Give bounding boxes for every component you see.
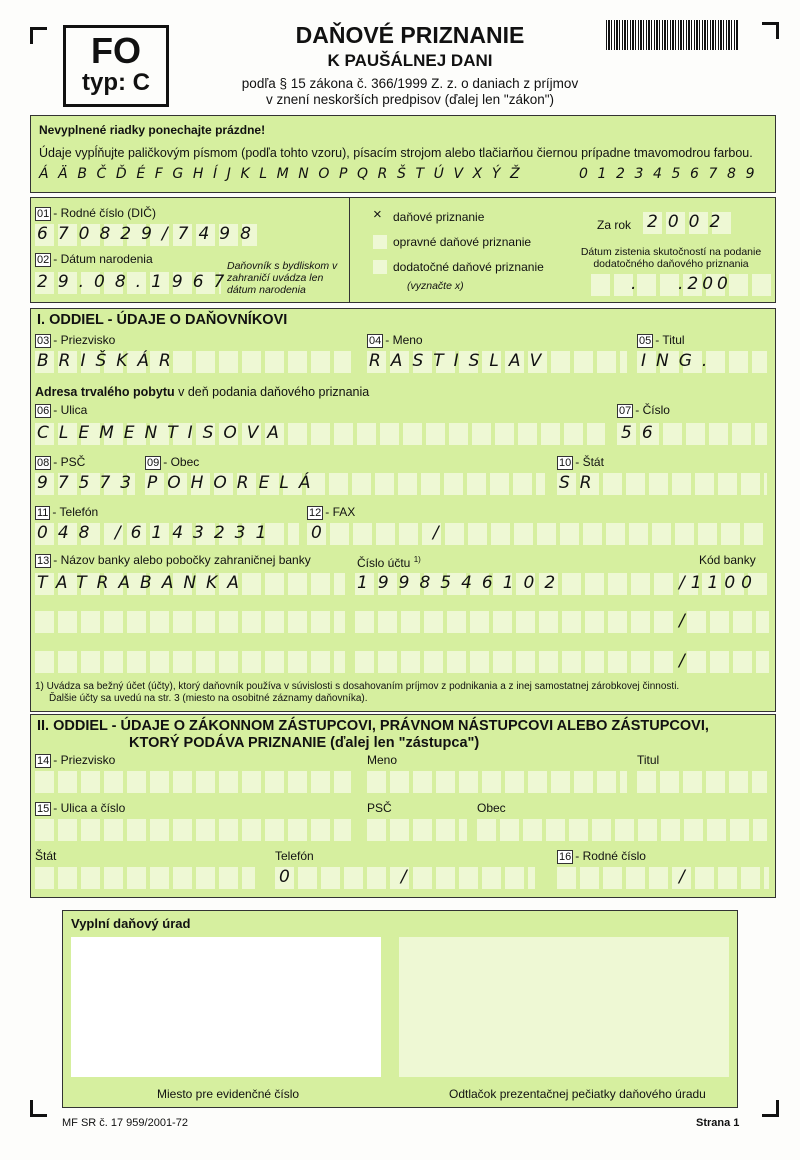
field-03-caption: - Priezvisko — [53, 333, 116, 347]
legal-line-1: podľa § 15 zákona č. 366/1999 Z. z. o daniach z príjmov — [241, 76, 579, 91]
field-14-number: 14 — [37, 755, 50, 767]
section-2-title-line-2: KTORÝ PODÁVA PRIZNANIE (ďalej len "zástupca") — [129, 735, 480, 751]
address-heading — [35, 385, 369, 399]
field-02-caption: - Dátum narodenia — [53, 252, 153, 266]
bank-name-input-1[interactable]: TATRABANKA — [37, 573, 249, 593]
rep-zip-input[interactable] — [367, 819, 467, 841]
rep-city-input[interactable] — [477, 819, 767, 841]
field-11-caption: - Telefón — [52, 505, 99, 519]
bank-code-slash-3[interactable]: / — [679, 651, 695, 671]
field-01-label — [35, 206, 156, 221]
corner-mark-bl — [30, 1100, 47, 1117]
field-14-label — [35, 753, 115, 768]
rep-birth-number-cells — [557, 867, 769, 889]
section-2 — [30, 714, 776, 898]
field-06-input[interactable]: CLEMENTISOVA — [37, 423, 289, 443]
field-16-label — [557, 849, 646, 864]
rep-birth-number-input[interactable]: / — [679, 867, 695, 887]
identification-section — [30, 197, 776, 303]
field-03-number: 03 — [37, 335, 50, 347]
section-1 — [30, 308, 776, 712]
form-title: DAŇOVÉ PRIZNANIE — [295, 22, 525, 48]
field-05-input[interactable]: ING. — [641, 351, 718, 371]
field-02-label — [35, 252, 153, 267]
field-03-input[interactable]: BRIŠKÁR — [37, 351, 181, 371]
field-05-caption: - Titul — [655, 333, 685, 347]
field-07-input[interactable]: 56 — [621, 423, 663, 443]
rep-phone-label: Telefón — [275, 849, 314, 863]
field-12-label — [307, 505, 355, 520]
field-01-caption: - Rodné číslo (DIČ) — [53, 206, 156, 220]
barcode-icon — [606, 20, 738, 50]
field-08-number: 08 — [37, 457, 50, 469]
checkbox-supplementary[interactable] — [373, 260, 387, 274]
rep-country-label: Štát — [35, 849, 57, 863]
bank-name-cells-3 — [35, 651, 345, 673]
field-06-caption: - Ulica — [53, 403, 88, 417]
corner-mark-br — [762, 1100, 779, 1117]
sample-digits: 0123456789 — [579, 166, 765, 182]
field-15-label — [35, 801, 125, 816]
checkbox-supplementary-label: dodatočné daňové priznanie — [393, 260, 544, 274]
form-code: FO — [91, 30, 141, 71]
instructions-text: Údaje vypĺňujte paličkovým písmom (podľa tohto vzoru), písacím strojom alebo tlačiarňou čiernou prípadne tmavomodrou farbou. — [39, 146, 753, 160]
field-04-label — [367, 333, 423, 348]
address-heading-bold: Adresa trvalého pobytu — [35, 385, 175, 399]
field-10-caption: - Štát — [575, 455, 604, 469]
field-10-label — [557, 455, 604, 470]
field-12-number: 12 — [309, 507, 322, 519]
field-11-input[interactable]: 048 /6143231 — [37, 523, 277, 543]
field-09-label — [145, 455, 199, 470]
field-05-number: 05 — [639, 335, 652, 347]
field-08-label — [35, 455, 85, 470]
bank-name-cells-2 — [35, 611, 345, 633]
field-15-caption: - Ulica a číslo — [53, 801, 126, 815]
field-01-number: 01 — [37, 208, 50, 220]
legal-line-2: v znení neskorších predpisov (ďalej len "zákon") — [265, 92, 555, 107]
account-label — [357, 553, 421, 570]
registration-number-label: Miesto pre evidenčné číslo — [157, 1087, 300, 1101]
rep-first-name-input[interactable] — [367, 771, 627, 793]
bank-code-label: Kód banky — [699, 553, 756, 567]
account-input-1[interactable]: 1998546102 — [357, 573, 566, 593]
section-1-title: I. ODDIEL - ÚDAJE O DAŇOVNÍKOVI — [37, 312, 288, 328]
bank-code-cells-2 — [687, 611, 769, 633]
account-cells-2 — [355, 611, 675, 633]
field-08-caption: - PSČ — [53, 455, 86, 469]
field-10-number: 10 — [559, 457, 572, 469]
field-11-label — [35, 505, 98, 520]
field-04-number: 04 — [369, 335, 382, 347]
account-cells-3 — [355, 651, 675, 673]
field-06-number: 06 — [37, 405, 50, 417]
rep-title-label: Titul — [637, 753, 660, 767]
checkbox-tax-return-mark[interactable]: × — [373, 206, 382, 223]
field-12-caption: - FAX — [325, 505, 356, 519]
form-type-box — [63, 25, 169, 107]
account-footnote-ref: 1) — [413, 555, 421, 564]
field-13-number: 13 — [37, 555, 50, 567]
rep-country-input[interactable] — [35, 867, 255, 889]
field-08-input[interactable]: 97573 — [37, 473, 142, 493]
instructions-title: Nevyplnené riadky ponechajte prázdne! — [39, 123, 266, 137]
field-02-input[interactable]: 29.08.1967 — [37, 272, 235, 292]
field-15-number: 15 — [37, 803, 50, 815]
field-13-label — [35, 553, 311, 568]
field-09-number: 09 — [147, 457, 160, 469]
rep-first-name-label: Meno — [367, 753, 398, 767]
instructions-section — [30, 115, 776, 193]
tax-office-title: Vyplní daňový úrad — [71, 916, 191, 931]
field-16-caption: - Rodné číslo — [575, 849, 646, 863]
field-16-number: 16 — [559, 851, 572, 863]
footer-form-code: MF SR č. 17 959/2001-72 — [62, 1117, 188, 1129]
rep-street-input[interactable] — [35, 819, 351, 841]
rep-title-input[interactable] — [637, 771, 767, 793]
corner-mark-tl — [30, 27, 47, 44]
field-01-input[interactable]: 670829/7498 — [37, 224, 261, 244]
sample-letters: ÁÄBČĎÉFGHÍJKLMNOPQRŠTÚVXÝŽ — [39, 166, 530, 182]
bank-footnote — [35, 681, 769, 705]
field-07-label — [617, 403, 670, 418]
bank-footnote-line-1: 1) Uvádza sa bežný účet (účty), ktorý daňovník používa v súvislosti s dosahovaním príjmov z podnikania a z inej samostatnej zárobkovej činnosti. — [35, 681, 680, 692]
rep-zip-label: PSČ — [367, 801, 392, 815]
bank-footnote-line-2: Ďalšie účty sa uvedú na str. 3 (miesto na osobitné záznamy daňovníka). — [49, 693, 368, 704]
field-11-number: 11 — [37, 507, 49, 519]
field-14-caption: - Priezvisko — [53, 753, 116, 767]
field-12-input[interactable]: 0 / — [311, 523, 453, 543]
form-legal-basis — [220, 76, 600, 108]
field-03-label — [35, 333, 115, 348]
divider — [349, 198, 350, 302]
form-type: typ: C — [82, 69, 150, 96]
detection-date-label: Dátum zistenia skutočností na podanie dodatočného daňového priznania — [580, 246, 762, 270]
detection-date-input[interactable]: . .200 — [631, 274, 732, 294]
field-05-label — [637, 333, 685, 348]
foreign-resident-note: Daňovník s bydliskom v zahraničí uvádza len dátum narodenia — [227, 260, 338, 296]
year-label: Za rok — [597, 218, 632, 232]
rep-city-label: Obec — [477, 801, 506, 815]
field-07-caption: - Číslo — [635, 403, 670, 417]
rep-surname-input[interactable] — [35, 771, 351, 793]
address-heading-rest: v deň podania daňového priznania — [178, 385, 370, 399]
checkbox-tax-return-label: daňové priznanie — [393, 210, 485, 224]
field-13-caption: - Názov banky alebo pobočky zahraničnej banky — [53, 553, 311, 567]
corner-mark-tr — [762, 22, 779, 39]
section-2-title-line-1: II. ODDIEL - ÚDAJE O ZÁKONNOM ZÁSTUPCOVI, PRÁVNOM NÁSTUPCOVI ALEBO ZÁSTUPCOVI, — [37, 718, 709, 734]
bank-code-input-1[interactable]: /1100 — [679, 573, 758, 593]
rep-phone-input[interactable]: 0 / — [279, 867, 421, 887]
page-number: Strana 1 — [696, 1117, 740, 1129]
field-09-input[interactable]: POHORELÁ — [147, 473, 321, 493]
field-09-caption: - Obec — [163, 455, 200, 469]
checkbox-corrective[interactable] — [373, 235, 387, 249]
checkbox-hint: (vyznačte x) — [407, 280, 464, 292]
tax-office-section — [62, 910, 738, 1108]
checkbox-corrective-label: opravné daňové priznanie — [393, 235, 532, 249]
field-04-caption: - Meno — [385, 333, 423, 347]
form-subtitle: K PAUŠÁLNEJ DANI — [327, 51, 493, 70]
bank-code-slash-2[interactable]: / — [679, 611, 695, 631]
account-label-text: Číslo účtu — [357, 556, 411, 570]
field-04-input[interactable]: RASTISLAV — [369, 351, 552, 371]
field-06-label — [35, 403, 87, 418]
field-07-number: 07 — [619, 405, 632, 417]
registration-number-area — [71, 937, 381, 1077]
stamp-label: Odtlačok prezentačnej pečiatky daňového úradu — [449, 1087, 706, 1101]
stamp-area — [399, 937, 729, 1077]
bank-code-cells-3 — [687, 651, 769, 673]
field-10-input[interactable]: SR — [559, 473, 602, 493]
field-02-number: 02 — [37, 254, 50, 266]
year-input[interactable]: 2002 — [647, 212, 731, 232]
